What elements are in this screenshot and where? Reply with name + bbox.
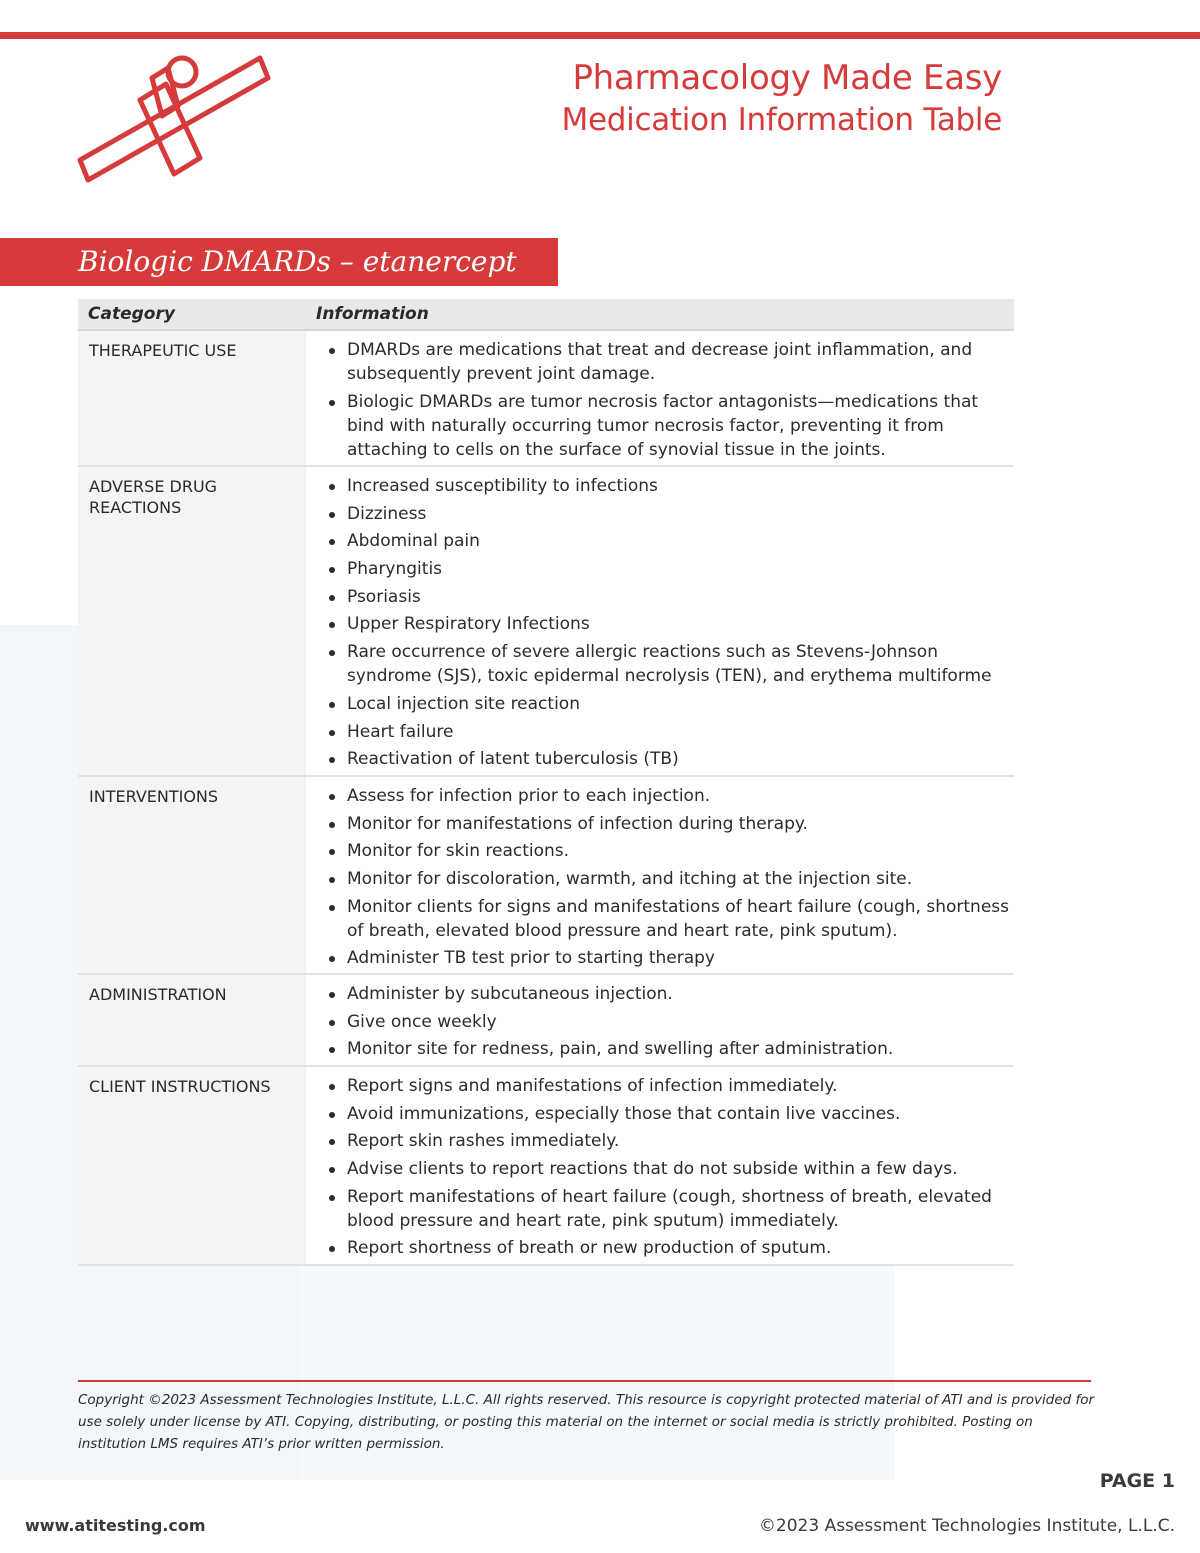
top-accent-rule xyxy=(0,32,1200,39)
list-item: Rare occurrence of severe allergic reactions such as Stevens-Johnson syndrome (SJS), toxic epidermal necrolysis (TEN), and erythema multiforme xyxy=(324,640,1012,688)
bullet-icon xyxy=(329,400,335,406)
list-item: Dizziness xyxy=(324,502,1012,526)
row-category: ADMINISTRATION xyxy=(78,975,306,1065)
list-item: Administer by subcutaneous injection. xyxy=(324,982,1012,1006)
list-item: Avoid immunizations, especially those that contain live vaccines. xyxy=(324,1102,1012,1126)
bullet-icon xyxy=(329,539,335,545)
list-item: Increased susceptibility to infections xyxy=(324,474,1012,498)
bullet-icon xyxy=(329,757,335,763)
table-header xyxy=(78,299,1014,331)
bullet-icon xyxy=(329,849,335,855)
list-item: Administer TB test prior to starting therapy xyxy=(324,946,1012,970)
table-row-interventions xyxy=(78,777,1014,975)
copyright-notice: Copyright ©2023 Assessment Technologies Institute, L.L.C. All rights reserved. This resource is copyright protected material of ATI and is provided for use solely under license by ATI. Copying, distributing, or posting this material on the internet or social media is strictly prohibited. Posting on institution LMS requires ATI’s prior written permission. xyxy=(78,1392,1095,1452)
bullet-icon xyxy=(329,512,335,518)
list-item: Reactivation of latent tuberculosis (TB) xyxy=(324,747,1012,771)
list-item: Report shortness of breath or new production of sputum. xyxy=(324,1236,1012,1260)
list-item: Monitor site for redness, pain, and swelling after administration. xyxy=(324,1037,1012,1061)
list-item: Monitor for discoloration, warmth, and itching at the injection site. xyxy=(324,867,1012,891)
bullet-icon xyxy=(329,730,335,736)
bullet-icon xyxy=(329,1195,335,1201)
row-items xyxy=(324,338,1012,465)
bullet-icon xyxy=(329,1167,335,1173)
bullet-icon xyxy=(329,567,335,573)
list-item: Advise clients to report reactions that do not subside within a few days. xyxy=(324,1157,1012,1181)
row-category: INTERVENTIONS xyxy=(78,777,306,973)
list-item: Report manifestations of heart failure (cough, shortness of breath, elevated blood pressure and heart rate, pink sputum) immediately. xyxy=(324,1185,1012,1233)
row-items xyxy=(324,982,1012,1065)
bullet-icon xyxy=(329,905,335,911)
row-items xyxy=(324,474,1012,775)
bullet-icon xyxy=(329,992,335,998)
list-item: Biologic DMARDs are tumor necrosis factor antagonists—medications that bind with naturally occurring tumor necrosis factor, preventing it from attaching to cells on the surface of synovial tissue in the joints. xyxy=(324,390,1012,462)
bullet-icon xyxy=(329,622,335,628)
bullet-icon xyxy=(329,822,335,828)
list-item: Assess for infection prior to each injection. xyxy=(324,784,1012,808)
list-item: Local injection site reaction xyxy=(324,692,1012,716)
bullet-icon xyxy=(329,650,335,656)
bullet-icon xyxy=(329,1020,335,1026)
page-number: PAGE 1 xyxy=(1099,1470,1175,1492)
list-item: Report signs and manifestations of infection immediately. xyxy=(324,1074,1012,1098)
list-item: Abdominal pain xyxy=(324,529,1012,553)
page-title: Pharmacology Made Easy xyxy=(572,58,1002,98)
table-row-client-instructions xyxy=(78,1067,1014,1266)
list-item: Pharyngitis xyxy=(324,557,1012,581)
list-item: Monitor for manifestations of infection during therapy. xyxy=(324,812,1012,836)
company-copyright: ©2023 Assessment Technologies Institute, L.L.C. xyxy=(758,1516,1175,1536)
list-item: DMARDs are medications that treat and decrease joint inflammation, and subsequently prevent joint damage. xyxy=(324,338,1012,386)
header-category: Category xyxy=(88,304,175,324)
bullet-icon xyxy=(329,1084,335,1090)
row-category: THERAPEUTIC USE xyxy=(78,331,306,465)
bullet-icon xyxy=(329,1112,335,1118)
footer-rule xyxy=(78,1380,1091,1382)
medication-banner: Biologic DMARDs – etanercept xyxy=(0,238,558,286)
row-category: CLIENT INSTRUCTIONS xyxy=(78,1067,306,1264)
list-item: Psoriasis xyxy=(324,585,1012,609)
bullet-icon xyxy=(329,956,335,962)
list-item: Report skin rashes immediately. xyxy=(324,1129,1012,1153)
bullet-icon xyxy=(329,348,335,354)
ati-logo-icon xyxy=(70,48,275,188)
bullet-icon xyxy=(329,794,335,800)
medication-table xyxy=(78,299,1014,1259)
list-item: Monitor clients for signs and manifestations of heart failure (cough, shortness of breath, elevated blood pressure and heart rate, pink sputum). xyxy=(324,895,1012,943)
row-items xyxy=(324,1074,1012,1264)
list-item: Heart failure xyxy=(324,720,1012,744)
bullet-icon xyxy=(329,1047,335,1053)
website-link[interactable]: www.atitesting.com xyxy=(25,1516,206,1535)
table-row-therapeutic-use xyxy=(78,331,1014,467)
list-item: Upper Respiratory Infections xyxy=(324,612,1012,636)
bullet-icon xyxy=(329,1139,335,1145)
bullet-icon xyxy=(329,877,335,883)
header-information: Information xyxy=(316,304,429,324)
page-subtitle: Medication Information Table xyxy=(561,102,1002,138)
row-items xyxy=(324,784,1012,974)
bullet-icon xyxy=(329,702,335,708)
table-row-adverse-drug-reactions xyxy=(78,467,1014,777)
bullet-icon xyxy=(329,1246,335,1252)
table-row-administration xyxy=(78,975,1014,1067)
list-item: Give once weekly xyxy=(324,1010,1012,1034)
row-category: ADVERSE DRUG REACTIONS xyxy=(78,467,306,775)
bullet-icon xyxy=(329,484,335,490)
list-item: Monitor for skin reactions. xyxy=(324,839,1012,863)
bullet-icon xyxy=(329,595,335,601)
